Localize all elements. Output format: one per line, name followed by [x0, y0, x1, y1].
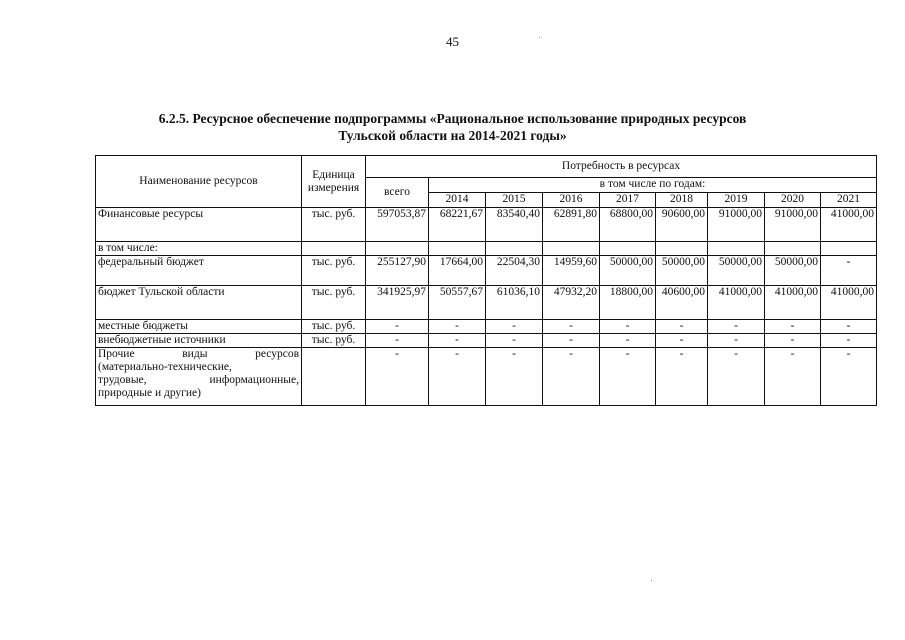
row-value: - — [708, 348, 765, 406]
header-total: всего — [366, 178, 429, 208]
empty-cell — [765, 242, 821, 256]
header-year: 2019 — [708, 193, 765, 208]
row-name: внебюджетные источники — [96, 334, 302, 348]
row-total: - — [366, 334, 429, 348]
heading-line-2: Тульской области на 2014-2021 годы» — [338, 128, 567, 143]
header-name: Наименование ресурсов — [96, 156, 302, 208]
empty-cell — [821, 242, 877, 256]
row-unit — [302, 348, 366, 406]
row-name: Финансовые ресурсы — [96, 208, 302, 242]
row-total: - — [366, 348, 429, 406]
row-value: 91000,00 — [765, 208, 821, 242]
header-by-years: в том числе по годам: — [429, 178, 877, 193]
row-total: - — [366, 320, 429, 334]
row-value: - — [486, 320, 543, 334]
row-value: - — [708, 320, 765, 334]
header-unit-line-1: Единица — [312, 168, 355, 181]
row-name-line-2: (материально-технические, — [98, 361, 232, 373]
row-total: 597053,87 — [366, 208, 429, 242]
row-value: - — [821, 320, 877, 334]
header-year: 2015 — [486, 193, 543, 208]
row-name-line-4: природные и другие) — [98, 387, 201, 399]
row-value: - — [486, 334, 543, 348]
section-heading — [60, 110, 845, 144]
row-unit: тыс. руб. — [302, 256, 366, 286]
row-value: - — [429, 334, 486, 348]
scan-speck — [651, 580, 652, 581]
row-value: 83540,40 — [486, 208, 543, 242]
row-value: - — [543, 320, 600, 334]
row-value: - — [429, 348, 486, 406]
page-number: 45 — [446, 34, 459, 49]
empty-cell — [600, 242, 656, 256]
table-row — [96, 256, 877, 286]
row-value: 18800,00 — [600, 286, 656, 320]
row-total: 255127,90 — [366, 256, 429, 286]
row-name-line-1: Прочие виды ресурсов — [98, 348, 299, 360]
row-name: федеральный бюджет — [96, 256, 302, 286]
row-value: - — [821, 256, 877, 286]
row-value: - — [429, 320, 486, 334]
resource-table — [95, 155, 877, 406]
empty-cell — [302, 242, 366, 256]
row-value: 68800,00 — [600, 208, 656, 242]
row-value: - — [486, 348, 543, 406]
heading-line-1: 6.2.5. Ресурсное обеспечение подпрограммы «Рациональное использование природных ресурсов — [158, 111, 747, 126]
row-value: 40600,00 — [656, 286, 708, 320]
row-value: 47932,20 — [543, 286, 600, 320]
table-row — [96, 208, 877, 242]
row-value: 50000,00 — [656, 256, 708, 286]
row-value: 41000,00 — [708, 286, 765, 320]
row-name: в том числе: — [96, 242, 302, 256]
row-unit: тыс. руб. — [302, 320, 366, 334]
row-value: 41000,00 — [821, 286, 877, 320]
row-value: 41000,00 — [821, 208, 877, 242]
header-year: 2017 — [600, 193, 656, 208]
row-value: - — [821, 334, 877, 348]
header-year: 2014 — [429, 193, 486, 208]
header-year: 2018 — [656, 193, 708, 208]
row-value: 50000,00 — [765, 256, 821, 286]
table-row — [96, 286, 877, 320]
table-row — [96, 348, 877, 406]
row-value: 50000,00 — [600, 256, 656, 286]
row-value: 68221,67 — [429, 208, 486, 242]
row-value: - — [765, 348, 821, 406]
row-value: 50000,00 — [708, 256, 765, 286]
table-row — [96, 320, 877, 334]
row-name-multiline — [96, 348, 302, 406]
row-value: 90600,00 — [656, 208, 708, 242]
header-unit — [302, 156, 366, 208]
row-value: - — [765, 334, 821, 348]
row-value: - — [600, 348, 656, 406]
row-value: 61036,10 — [486, 286, 543, 320]
header-need: Потребность в ресурсах — [366, 156, 877, 178]
header-year: 2016 — [543, 193, 600, 208]
empty-cell — [429, 242, 486, 256]
row-value: 50557,67 — [429, 286, 486, 320]
row-name-line-3: трудовые, информационные, — [98, 374, 299, 386]
row-value: 17664,00 — [429, 256, 486, 286]
row-value: - — [543, 334, 600, 348]
header-year: 2021 — [821, 193, 877, 208]
row-value: 22504,30 — [486, 256, 543, 286]
row-value: - — [656, 334, 708, 348]
row-total: 341925,97 — [366, 286, 429, 320]
row-value: 41000,00 — [765, 286, 821, 320]
row-value: 91000,00 — [708, 208, 765, 242]
row-value: - — [543, 348, 600, 406]
empty-cell — [656, 242, 708, 256]
row-value: 62891,80 — [543, 208, 600, 242]
empty-cell — [543, 242, 600, 256]
header-unit-line-2: измерения — [307, 181, 360, 194]
row-name: местные бюджеты — [96, 320, 302, 334]
row-value: - — [656, 320, 708, 334]
empty-cell — [708, 242, 765, 256]
row-value: 14959,60 — [543, 256, 600, 286]
row-value: - — [656, 348, 708, 406]
row-value: - — [600, 320, 656, 334]
row-unit: тыс. руб. — [302, 286, 366, 320]
row-value: - — [708, 334, 765, 348]
empty-cell — [486, 242, 543, 256]
empty-cell — [366, 242, 429, 256]
row-value: - — [821, 348, 877, 406]
row-name: бюджет Тульской области — [96, 286, 302, 320]
row-value: - — [765, 320, 821, 334]
table-row — [96, 242, 877, 256]
scan-speck — [539, 37, 540, 38]
row-unit: тыс. руб. — [302, 208, 366, 242]
row-unit: тыс. руб. — [302, 334, 366, 348]
header-year: 2020 — [765, 193, 821, 208]
row-value: - — [600, 334, 656, 348]
table-row — [96, 334, 877, 348]
